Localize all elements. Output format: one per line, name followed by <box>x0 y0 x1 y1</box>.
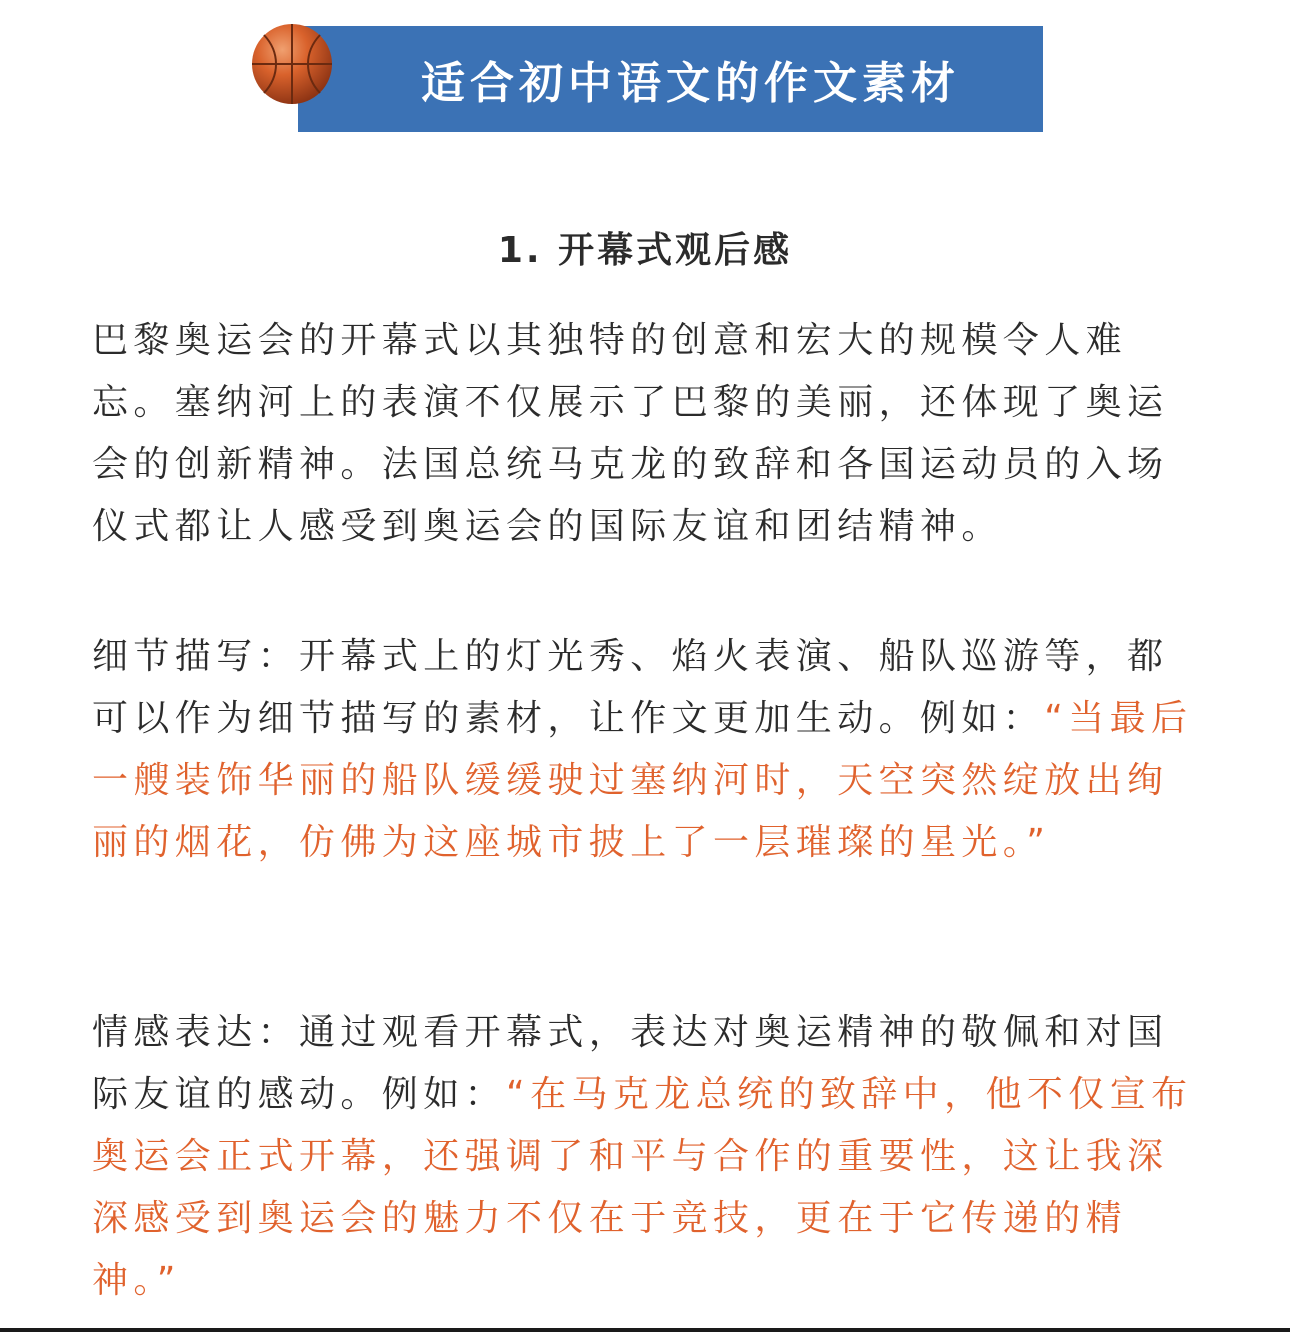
detail-quote: “当最后一艘装饰华丽的船队缓缓驶过塞纳河时，天空突然绽放出绚丽的烟花，仿佛为这座城市披上了一层璀璨的星光。” <box>92 698 1193 863</box>
banner-title: 适合初中语文的作文素材 <box>421 58 960 109</box>
banner-bar <box>298 26 1043 132</box>
detail-text: 开幕式上的灯光秀、焰火表演、船队巡游等，都可以作为细节描写的素材，让作文更加生动。例如： <box>92 636 1169 739</box>
basketball-icon <box>250 22 334 106</box>
emotion-text: 通过观看开幕式，表达对奥运精神的敬佩和对国际友谊的感动。例如： <box>92 1012 1169 1115</box>
section-heading: 1. 开幕式观后感 <box>497 230 793 271</box>
title-banner <box>250 22 1045 134</box>
intro-paragraph <box>92 310 1202 558</box>
emotion-label: 情感表达： <box>92 1012 300 1053</box>
emotion-paragraph <box>92 1002 1202 1312</box>
intro-text: 巴黎奥运会的开幕式以其独特的创意和宏大的规模令人难忘。塞纳河上的表演不仅展示了巴黎的美丽，还体现了奥运会的创新精神。法国总统马克龙的致辞和各国运动员的入场仪式都让人感受到奥运会的国际友谊和团结精神。 <box>92 320 1169 547</box>
emotion-quote: “在马克龙总统的致辞中，他不仅宣布奥运会正式开幕，还强调了和平与合作的重要性，这让我深深感受到奥运会的魅力不仅在于竞技，更在于它传递的精神。” <box>92 1074 1193 1301</box>
detail-paragraph <box>92 626 1202 874</box>
bottom-divider <box>0 1328 1290 1332</box>
detail-label: 细节描写： <box>92 636 300 677</box>
